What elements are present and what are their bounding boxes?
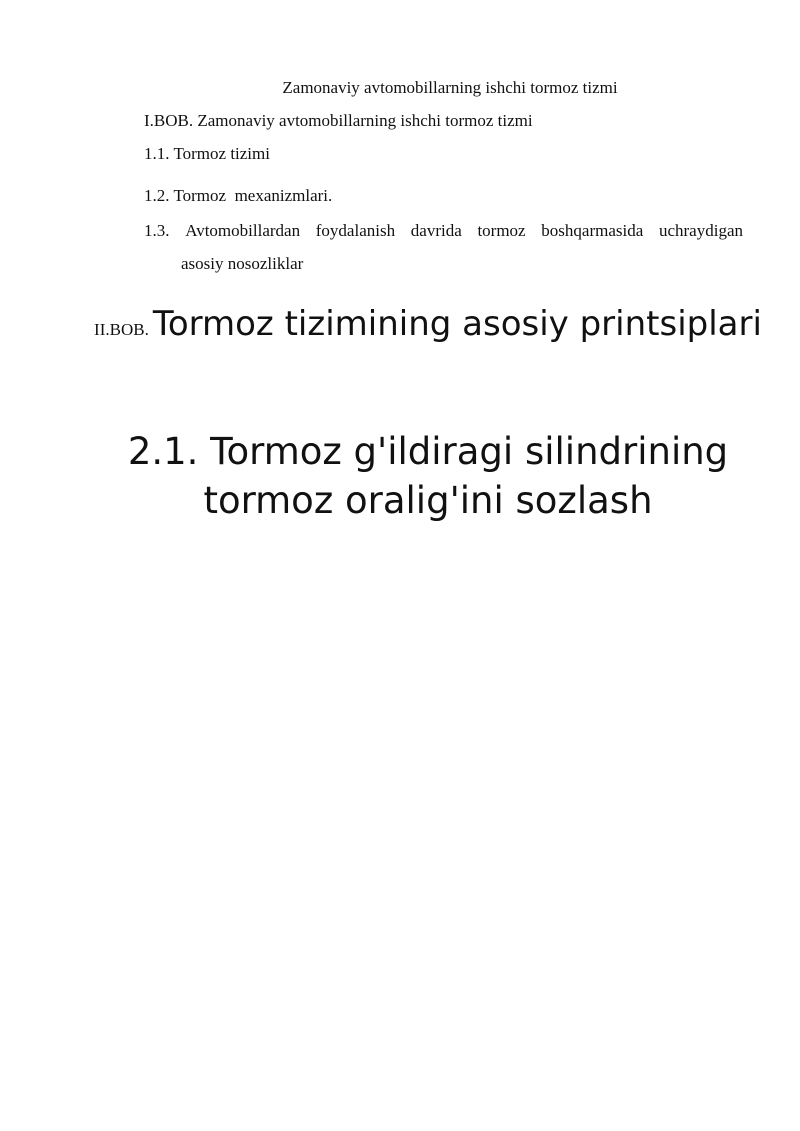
- section-1-3-word: 1.3.: [144, 221, 170, 240]
- chapter-2-heading: [88, 302, 768, 347]
- section-1-3-first-line: [144, 220, 743, 242]
- chapter-2-title: Tormoz tizimining asosiy printsiplari: [152, 304, 762, 344]
- section-2-1-heading: 2.1. Tormoz g'ildiragi silindrining tormoz oralig'ini sozlash: [127, 430, 729, 522]
- chapter-2-prefix: II.BOB.: [94, 320, 149, 339]
- section-1-3-word: foydalanish: [315, 221, 396, 240]
- document-title: Zamonaviy avtomobillarning ishchi tormoz tizmi: [282, 78, 618, 97]
- section-1-3-word: tormoz: [477, 221, 526, 240]
- section-1-3-continuation: asosiy nosozliklar: [181, 254, 304, 273]
- section-1-2: 1.2. Tormoz mexanizmlari.: [144, 186, 333, 205]
- section-1-1: 1.1. Tormoz tizimi: [144, 144, 270, 163]
- section-1-3: [144, 220, 743, 275]
- section-1-3-word: Avtomobillardan: [185, 221, 301, 240]
- section-1-3-word: boshqarmasida: [541, 221, 644, 240]
- section-1-3-word: davrida: [410, 221, 462, 240]
- chapter-1-heading: I.BOB. Zamonaviy avtomobillarning ishchi tormoz tizmi: [144, 111, 533, 130]
- section-1-3-word: uchraydigan: [658, 221, 743, 240]
